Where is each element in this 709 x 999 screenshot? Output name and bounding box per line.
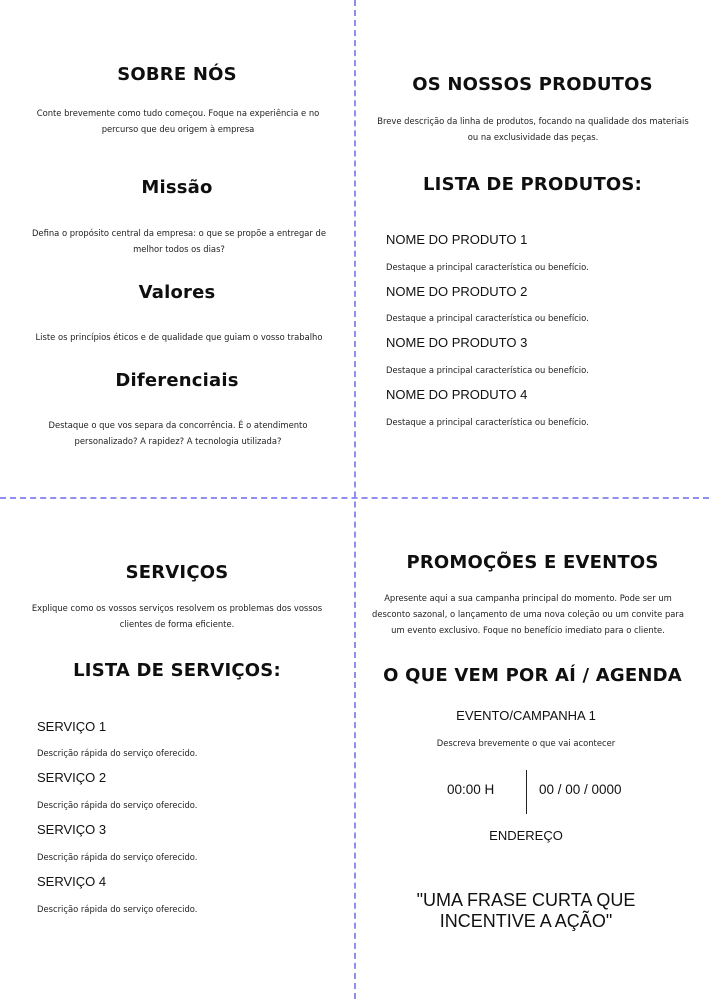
- services-title: SERVIÇOS: [125, 562, 229, 583]
- product-desc: Destaque a principal característica ou benefício.: [386, 262, 589, 272]
- products-list-title: LISTA DE PRODUTOS:: [423, 174, 642, 195]
- products-intro: Breve descrição da linha de produtos, focando na qualidade dos materiais ou na exclusividade das peças.: [377, 116, 689, 142]
- values-text: Liste os princípios éticos e de qualidade que guiam o vosso trabalho: [35, 332, 323, 342]
- product-desc: Destaque a principal característica ou benefício.: [386, 417, 589, 427]
- product-name: NOME DO PRODUTO 3: [386, 335, 528, 350]
- service-name: SERVIÇO 2: [37, 770, 107, 785]
- mission-title: Missão: [141, 177, 213, 198]
- vertical-fold-guide: [354, 0, 356, 999]
- service-desc: Descrição rápida do serviço oferecido.: [37, 904, 198, 914]
- values-title: Valores: [138, 282, 216, 303]
- event-address: ENDEREÇO: [489, 828, 563, 843]
- product-name: NOME DO PRODUTO 2: [386, 284, 528, 299]
- service-name: SERVIÇO 4: [37, 874, 107, 889]
- promo-intro: Apresente aqui a sua campanha principal do momento. Pode ser um desconto sazonal, o lançamento de uma nova coleção ou um convite para um evento exclusivo. Foque no benefício imediato para o cliente.: [372, 593, 684, 635]
- event-name: EVENTO/CAMPANHA 1: [456, 708, 596, 723]
- services-intro: Explique como os vossos serviços resolvem os problemas dos vossos clientes de forma eficiente.: [31, 603, 323, 629]
- horizontal-fold-guide: [0, 497, 709, 499]
- product-desc: Destaque a principal característica ou benefício.: [386, 313, 589, 323]
- differentials-text: Destaque o que vos separa da concorrência. É o atendimento personalizado? A rapidez? A tecnologia utilizada?: [48, 420, 308, 446]
- agenda-title: O QUE VEM POR AÍ / AGENDA: [383, 665, 682, 686]
- service-desc: Descrição rápida do serviço oferecido.: [37, 852, 198, 862]
- promo-title: PROMOÇÕES E EVENTOS: [406, 552, 659, 573]
- call-to-action-quote: "UMA FRASE CURTA QUE INCENTIVE A AÇÃO": [416, 890, 636, 931]
- service-name: SERVIÇO 3: [37, 822, 107, 837]
- product-name: NOME DO PRODUTO 1: [386, 232, 528, 247]
- service-desc: Descrição rápida do serviço oferecido.: [37, 748, 198, 758]
- product-name: NOME DO PRODUTO 4: [386, 387, 528, 402]
- event-date: 00 / 00 / 0000: [539, 782, 622, 797]
- differentials-title: Diferenciais: [115, 370, 239, 391]
- service-desc: Descrição rápida do serviço oferecido.: [37, 800, 198, 810]
- about-intro: Conte brevemente como tudo começou. Foque na experiência e no percurso que deu origem à empresa: [36, 108, 320, 134]
- event-time: 00:00 H: [447, 782, 495, 797]
- product-desc: Destaque a principal característica ou benefício.: [386, 365, 589, 375]
- event-description: Descreva brevemente o que vai acontecer: [436, 738, 616, 748]
- time-date-divider: [526, 770, 527, 814]
- about-title: SOBRE NÓS: [117, 64, 237, 85]
- products-title: OS NOSSOS PRODUTOS: [412, 74, 653, 95]
- services-list-title: LISTA DE SERVIÇOS:: [73, 660, 281, 681]
- service-name: SERVIÇO 1: [37, 719, 107, 734]
- mission-text: Defina o propósito central da empresa: o que se propõe a entregar de melhor todos os dias?: [31, 228, 327, 254]
